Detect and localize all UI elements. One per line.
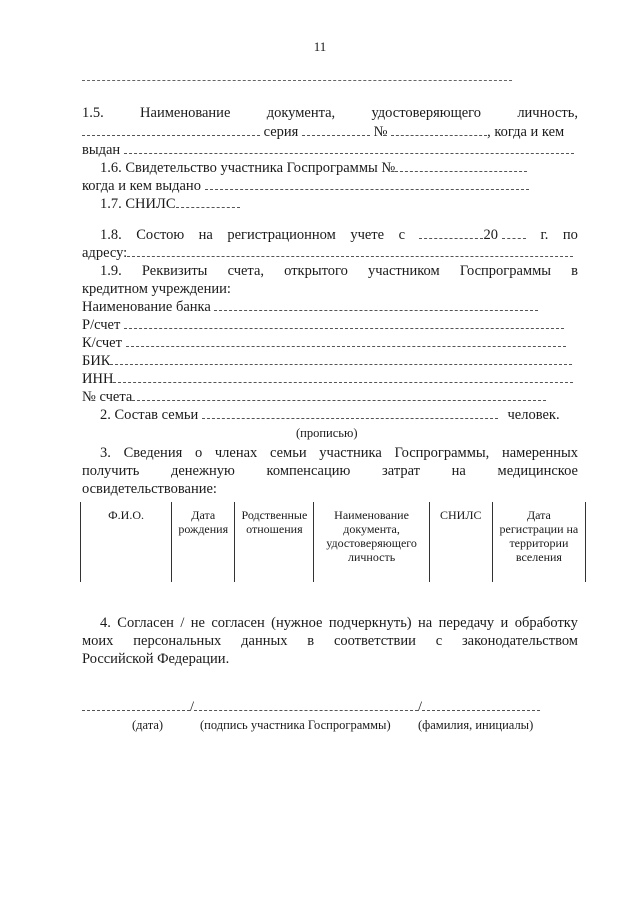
word: согласен bbox=[211, 615, 265, 631]
item-3-line3: освидетельствование: bbox=[82, 481, 217, 497]
address-field[interactable] bbox=[127, 244, 573, 257]
certificate-label: 1.6. Свидетельство участника Госпрограммы № bbox=[100, 160, 396, 176]
header-id-document: Наименование документа, удостоверяющего личность bbox=[314, 502, 429, 582]
item-4-line3: Российской Федерации. bbox=[82, 651, 230, 667]
signature-caption: (подпись участника Госпрограммы) bbox=[200, 718, 391, 732]
word: 1.9. bbox=[100, 263, 122, 279]
item-1-8-line1 bbox=[100, 226, 578, 244]
word: по bbox=[562, 227, 578, 243]
item-1-6-line2 bbox=[82, 177, 529, 195]
bik-row bbox=[82, 352, 572, 370]
family-label: 2. Состав семьи bbox=[100, 407, 199, 423]
word: 3. bbox=[100, 445, 111, 461]
word: документа, bbox=[266, 105, 336, 121]
word: получить bbox=[82, 463, 140, 479]
family-unit: человек. bbox=[507, 407, 560, 423]
item-1-5-number: 1.5. bbox=[82, 105, 104, 121]
header-birthdate: Дата рождения bbox=[172, 502, 235, 582]
item-3-line2 bbox=[82, 462, 578, 480]
word: о bbox=[194, 445, 203, 461]
bank-row bbox=[82, 298, 538, 316]
year-suffix: г. bbox=[540, 227, 549, 243]
inn-field[interactable] bbox=[113, 370, 573, 383]
header-relation: Родственные отношения bbox=[235, 502, 314, 582]
series-field[interactable] bbox=[302, 123, 370, 136]
acc-no-field[interactable] bbox=[132, 388, 546, 401]
word: Согласен bbox=[117, 615, 174, 631]
word: медицинское bbox=[497, 463, 578, 479]
item-1-9-line1 bbox=[100, 262, 578, 280]
word: персональных bbox=[133, 633, 222, 649]
family-hint: (прописью) bbox=[296, 426, 358, 440]
date-field[interactable] bbox=[82, 698, 190, 711]
year-prefix: 20 bbox=[483, 227, 498, 243]
word: Реквизиты bbox=[141, 263, 208, 279]
bik-field[interactable] bbox=[110, 352, 572, 365]
bik-label: БИК bbox=[82, 353, 111, 369]
page-number: 11 bbox=[313, 39, 327, 54]
word: в bbox=[571, 263, 578, 279]
word: компенсацию bbox=[266, 463, 351, 479]
bank-label: Наименование банка bbox=[82, 299, 211, 315]
word: намеренных bbox=[501, 445, 578, 461]
item-1-6-line1 bbox=[100, 159, 527, 177]
item-4-line2 bbox=[82, 632, 578, 650]
item-4-line1 bbox=[100, 614, 578, 632]
top-blank-line bbox=[82, 80, 512, 81]
word: учете bbox=[350, 227, 385, 243]
word: счета, bbox=[227, 263, 265, 279]
certificate-issued-label: когда и кем выдано bbox=[82, 178, 201, 194]
family-members-table bbox=[80, 502, 586, 582]
word: 1.8. bbox=[100, 227, 122, 243]
corr-account-field[interactable] bbox=[126, 334, 566, 347]
item-1-5-line3 bbox=[82, 141, 574, 159]
word: Состою bbox=[136, 227, 185, 243]
word: Сведения bbox=[123, 445, 183, 461]
inn-label: ИНН bbox=[82, 371, 114, 387]
item-1-5-line1 bbox=[82, 104, 578, 122]
header-fio: Ф.И.О. bbox=[81, 502, 172, 582]
header-registration-date: Дата регистрации на территории вселения bbox=[492, 502, 585, 582]
item-1-5-line2 bbox=[82, 123, 564, 141]
snils-label: 1.7. СНИЛС bbox=[100, 196, 176, 212]
corr-account-label: К/счет bbox=[82, 335, 122, 351]
issued-field[interactable] bbox=[124, 141, 574, 154]
signature-row bbox=[82, 698, 540, 716]
word: Госпрограммы, bbox=[394, 445, 490, 461]
account-label: Р/счет bbox=[82, 317, 121, 333]
account-row bbox=[82, 316, 564, 334]
bank-field[interactable] bbox=[214, 298, 538, 311]
word: затрат bbox=[382, 463, 420, 479]
issued-label: , когда и кем bbox=[487, 124, 565, 140]
word: семьи bbox=[269, 445, 307, 461]
word: законодательством bbox=[461, 633, 578, 649]
word: членах bbox=[214, 445, 258, 461]
word: участником bbox=[367, 263, 440, 279]
header-snils: СНИЛС bbox=[429, 502, 492, 582]
word: соответствии bbox=[333, 633, 416, 649]
name-caption: (фамилия, инициалы) bbox=[418, 718, 534, 732]
word: с bbox=[398, 227, 405, 243]
number-label: № bbox=[373, 124, 388, 140]
word: (нужное bbox=[271, 615, 323, 631]
word: регистрационном bbox=[227, 227, 336, 243]
word: с bbox=[435, 633, 443, 649]
item-1-9-cont: кредитном учреждении: bbox=[82, 281, 231, 297]
word: 4. bbox=[100, 615, 111, 631]
word: / bbox=[180, 615, 185, 631]
word: на bbox=[418, 615, 433, 631]
year-field[interactable] bbox=[502, 226, 526, 239]
date-caption: (дата) bbox=[132, 718, 164, 732]
word: и bbox=[500, 615, 509, 631]
signature-field[interactable] bbox=[194, 698, 418, 711]
item-1-8-line2 bbox=[82, 244, 573, 262]
word: обработку bbox=[514, 615, 578, 631]
word: удостоверяющего bbox=[371, 105, 482, 121]
certificate-number-field[interactable] bbox=[395, 159, 527, 172]
separator: / bbox=[418, 699, 423, 715]
word: Наименование bbox=[140, 105, 231, 121]
acc-no-row bbox=[82, 388, 546, 406]
snils-field[interactable] bbox=[176, 195, 240, 208]
corr-account-row bbox=[82, 334, 566, 352]
address-label: адресу: bbox=[82, 245, 128, 261]
name-field[interactable] bbox=[422, 698, 540, 711]
word: Госпрограммы bbox=[459, 263, 551, 279]
word: участника bbox=[319, 445, 382, 461]
word: передачу bbox=[438, 615, 495, 631]
inn-row bbox=[82, 370, 573, 388]
account-field[interactable] bbox=[124, 316, 564, 329]
blank-field[interactable] bbox=[82, 123, 260, 136]
word: данных bbox=[241, 633, 288, 649]
registration-date-field[interactable] bbox=[419, 226, 483, 239]
word: на bbox=[451, 463, 466, 479]
word: в bbox=[307, 633, 315, 649]
issued-cont: выдан bbox=[82, 142, 121, 158]
series-label: серия bbox=[263, 124, 299, 140]
word: моих bbox=[82, 633, 114, 649]
family-count-field[interactable] bbox=[202, 406, 498, 419]
item-1-7 bbox=[100, 195, 240, 213]
word: денежную bbox=[170, 463, 235, 479]
doc-number-field[interactable] bbox=[391, 123, 487, 136]
word: подчеркнуть) bbox=[328, 615, 412, 631]
separator: / bbox=[190, 699, 195, 715]
word: на bbox=[198, 227, 213, 243]
word: личность, bbox=[517, 105, 578, 121]
item-3-line1 bbox=[100, 444, 578, 462]
table-header-row bbox=[81, 502, 586, 582]
word: не bbox=[190, 615, 205, 631]
family-row bbox=[100, 406, 560, 424]
word: открытого bbox=[284, 263, 348, 279]
acc-no-label: № счета bbox=[82, 389, 133, 405]
certificate-issued-field[interactable] bbox=[205, 177, 529, 190]
